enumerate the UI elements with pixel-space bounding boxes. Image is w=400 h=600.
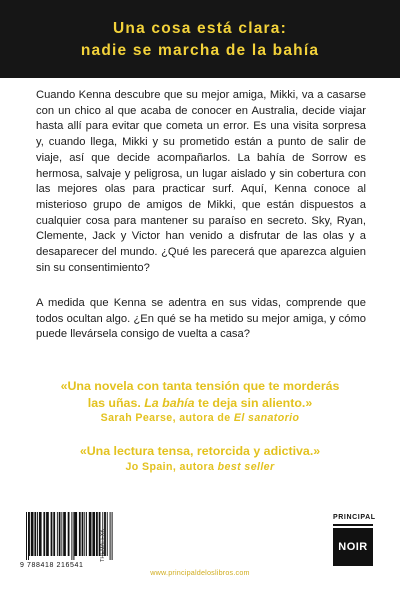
publisher-website: www.principaldeloslibros.com xyxy=(150,568,250,577)
barcode-bar xyxy=(53,512,55,556)
publisher-logo-noir: NOIR xyxy=(333,528,373,566)
barcode-bar xyxy=(96,512,98,556)
barcode-bar xyxy=(110,512,111,560)
barcode-bar xyxy=(28,512,29,560)
barcode-bar xyxy=(107,512,108,556)
barcode-bar xyxy=(79,512,81,556)
header-band xyxy=(0,0,400,78)
barcode-bar xyxy=(51,512,53,556)
barcode-bar xyxy=(112,512,113,560)
barcode-bar xyxy=(57,512,58,556)
quote-1-line-2-pre: las uñas. xyxy=(87,395,145,410)
quote-1-book-title: La bahía xyxy=(144,395,195,410)
tagline-line-1: Una cosa está clara: xyxy=(113,20,287,37)
quote-1-credit xyxy=(0,411,400,426)
barcode-bar xyxy=(46,512,49,556)
thema-code-text: THEMA: FXK xyxy=(100,528,106,562)
barcode-bar xyxy=(61,512,62,556)
tagline-line-2: nadie se marcha de la bahía xyxy=(80,42,320,59)
review-quote-1 xyxy=(0,378,400,426)
barcode-bar xyxy=(26,512,27,560)
quote-1-credit-title: El sanatorio xyxy=(233,412,300,424)
barcode-bar xyxy=(43,512,45,556)
publisher-logo-bar xyxy=(333,524,373,526)
publisher-logo-top: PRINCIPAL xyxy=(333,514,376,521)
barcode-bar xyxy=(29,512,30,556)
thema-code xyxy=(100,516,130,572)
barcode-bar xyxy=(89,512,92,556)
barcode-bar xyxy=(68,512,70,556)
barcode-bar xyxy=(37,512,38,556)
barcode-bar xyxy=(39,512,42,556)
synopsis-paragraph-2: A medida que Kenna se adentra en sus vidas, comprende que todos ocultan algo. ¿En qué se ha metido su mejor amiga, y cómo puede llevársela consigo de vuelta a casa? xyxy=(36,297,366,341)
barcode-bar xyxy=(92,512,95,556)
review-quote-2 xyxy=(0,443,400,475)
isbn-number: 9 788418 216541 xyxy=(20,562,84,569)
barcode-bar xyxy=(31,512,34,556)
synopsis-paragraph-1: Cuando Kenna descubre que su mejor amiga, Mikki, va a casarse con un chico al que acaba de conocer en Australia, decide viajar hasta allí para evitar que cometa un error. Es una visita sorpresa y, cuando llega, Mikki y su prometido están a punto de salir de viaje, así que decide acompañarlos. La bahía de Sorrow es hermosa, salvaje y peligrosa, un lugar aislado y sin cobertura con las mejores olas para practicar surf. Aquí, Kenna conoce al misterioso grupo de amigos de Mikki, que están dispuestos a cualquier cosa para mantener su paraíso en secreto. Sky, Ryan, Clemente, Jack y Victor han venido a disfrutar de las olas y a desaparecer del mundo. ¿Qué les parecerá que aparezca alguien sin su consentimiento? xyxy=(36,89,366,274)
quote-2-credit-title: best seller xyxy=(217,460,275,473)
barcode-bar xyxy=(84,512,85,556)
quote-2-credit-author: Jo Spain, autora xyxy=(125,460,218,473)
barcode-bar xyxy=(82,512,84,556)
quote-2-credit xyxy=(0,460,400,475)
barcode-bar xyxy=(86,512,87,556)
barcode-bar xyxy=(71,512,72,560)
quote-1-credit-author: Sarah Pearse, autora de xyxy=(100,412,234,424)
quote-1-line-2-post: te deja sin aliento.» xyxy=(194,395,313,410)
barcode-bar xyxy=(74,512,77,556)
quote-2-line-1: «Una lectura tensa, retorcida y adictiva.» xyxy=(79,444,321,458)
barcode-bar xyxy=(34,512,36,556)
barcode-bar xyxy=(63,512,66,556)
quote-1-line-1: «Una novela con tanta tensión que te morderás xyxy=(60,379,340,393)
quote-1-line-2 xyxy=(0,395,400,412)
barcode-bar xyxy=(59,512,61,556)
publisher-logo xyxy=(333,513,376,569)
barcode-bar xyxy=(73,512,74,560)
